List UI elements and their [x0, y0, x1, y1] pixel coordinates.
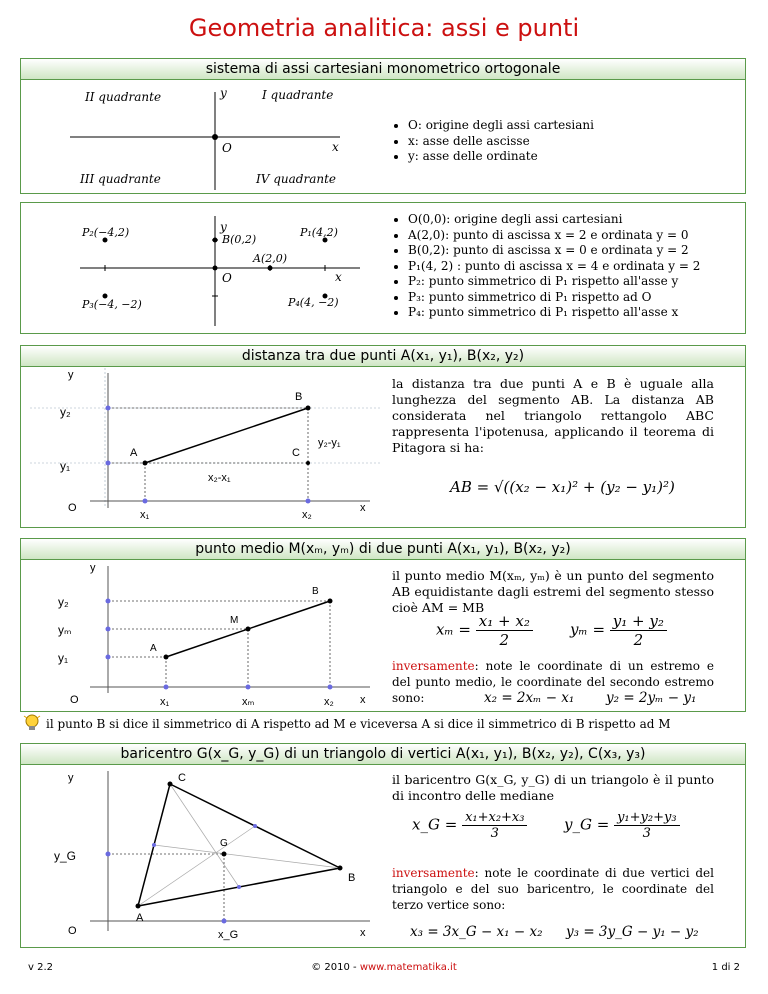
fig-ym: yₘ — [58, 623, 72, 637]
fig-g: G — [220, 838, 228, 849]
section-heading-axes: sistema di assi cartesiani monometrico ortogonale — [20, 58, 746, 80]
label-p2: P₂(−4,2) — [82, 226, 130, 239]
fig-a: A — [150, 643, 157, 654]
bullet-item: • P₂: punto simmetrico di P₁ rispetto all'asse y — [408, 274, 737, 290]
label-p1: P₁(4,2) — [300, 226, 338, 239]
bullet-item: • P₁(4, 2) : punto di ascissa x = 4 e ordinata y = 2 — [408, 259, 737, 275]
fig-m: M — [230, 615, 239, 626]
label-axis-x: x — [332, 140, 339, 154]
label-p4: P₄(4, −2) — [288, 296, 339, 309]
midpoint-text: il punto medio M(xₘ, yₘ) è un punto del segmento AB equidistante dagli estremi del segmento stesso cioè AM = MB — [392, 568, 714, 615]
axes-definitions — [392, 118, 732, 165]
label-x: x — [335, 270, 342, 284]
bullet-item: • P₄: punto simmetrico di P₁ rispetto all'asse x — [408, 305, 737, 321]
label-a: A(2,0) — [253, 252, 288, 265]
label-quadrant-3: III quadrante — [80, 172, 161, 186]
label-quadrant-2: II quadrante — [85, 90, 162, 104]
formula-den: 3 — [490, 826, 499, 841]
centroid-formula-x — [412, 810, 527, 841]
formula-num: y₁ + y₂ — [610, 612, 667, 631]
fig-x1: x₁ — [160, 696, 170, 708]
site-link[interactable]: www.matematika.it — [359, 962, 457, 973]
fig-x: x — [360, 502, 366, 514]
centroid-formula-y — [564, 810, 680, 841]
formula-lhs: yₘ = — [570, 620, 606, 639]
fig-dy: y₂-y₁ — [318, 437, 341, 449]
section-heading-distance: distanza tra due punti A(x₁, y₁), B(x₂, y₂) — [20, 345, 746, 367]
bullet-item: • B(0,2): punto di ascissa x = 0 e ordinata y = 2 — [408, 243, 737, 259]
fig-c: C — [292, 447, 300, 459]
fig-y: y — [90, 562, 96, 574]
formula-num: x₁+x₂+x₃ — [462, 810, 527, 826]
fig-x: x — [360, 927, 366, 939]
fig-b: B — [295, 391, 303, 403]
bullet-item: • x: asse delle ascisse — [408, 134, 732, 150]
distance-text: la distanza tra due punti A e B è uguale alla lunghezza del segmento AB. La distanza AB considerata nel triangolo rettangolo ABC rappresenta l'ipotenusa, applicando il teorema di Pitagora si ha: — [392, 376, 714, 455]
bullet-item: • O: origine degli assi cartesiani — [408, 118, 732, 134]
footer-copyright — [0, 962, 768, 973]
formula-lhs: xₘ = — [436, 620, 471, 639]
fig-b: B — [312, 586, 319, 597]
bullet-item: • y: asse delle ordinate — [408, 149, 732, 165]
points-definitions — [392, 212, 737, 321]
fig-y1: y₁ — [58, 651, 69, 665]
fig-y: y — [68, 772, 74, 784]
footer-version: v 2.2 — [28, 962, 53, 973]
inverse-body: : note le coordinate di due vertici del triangolo e del suo baricentro, le coordinate del terzo vertice sono: — [392, 866, 714, 912]
fig-y2: y₂ — [60, 405, 71, 419]
section-heading-midpoint: punto medio M(xₘ, yₘ) di due punti A(x₁, y₁), B(x₂, y₂) — [20, 538, 746, 560]
formula-den: 2 — [499, 631, 510, 649]
inverse-body: : note le coordinate di un estremo e del punto medio, le coordinate del secondo estremo sono: — [392, 659, 714, 705]
inverse-label: inversamente — [392, 866, 475, 880]
centroid-inverse-x: x₃ = 3x_G − x₁ − x₂ — [410, 924, 543, 940]
midpoint-note: il punto B si dice il simmetrico di A rispetto ad M e viceversa A si dice il simmetrico di B rispetto ad M — [46, 717, 671, 731]
centroid-inverse-text — [392, 865, 714, 913]
midpoint-formula-x — [436, 612, 533, 649]
label-o: O — [222, 271, 232, 285]
fig-o: O — [70, 694, 79, 706]
fig-x2: x₂ — [302, 509, 312, 521]
lightbulb-icon — [22, 713, 42, 733]
label-y: y — [220, 220, 227, 234]
footer-page-number: 1 di 2 — [711, 962, 740, 973]
formula-den: 3 — [642, 826, 651, 841]
fig-dx: x₂-x₁ — [208, 472, 231, 484]
fig-y1: y₁ — [60, 459, 71, 473]
distance-formula: AB = √((x₂ − x₁)² + (y₂ − y₁)²) — [450, 478, 675, 496]
fig-o: O — [68, 502, 77, 514]
midpoint-formula-y — [570, 612, 667, 649]
fig-y: y — [68, 369, 74, 381]
formula-lhs: y_G = — [564, 815, 610, 834]
label-b: B(0,2) — [222, 233, 257, 246]
fig-a: A — [136, 912, 144, 924]
label-p3: P₃(−4, −2) — [82, 298, 142, 311]
formula-lhs: x_G = — [412, 815, 458, 834]
section-heading-centroid: baricentro G(x_G, y_G) di un triangolo di vertici A(x₁, y₁), B(x₂, y₂), C(x₃, y₃) — [20, 743, 746, 765]
formula-num: x₁ + x₂ — [476, 612, 533, 631]
label-quadrant-4: IV quadrante — [256, 172, 337, 186]
fig-x: x — [360, 694, 366, 706]
centroid-figure — [30, 766, 380, 946]
label-quadrant-1: I quadrante — [262, 88, 334, 102]
bullet-item: • P₃: punto simmetrico di P₁ rispetto ad O — [408, 290, 737, 306]
midpoint-inverse-x: x₂ = 2xₘ − x₁ — [484, 690, 575, 706]
bullet-item: • O(0,0): origine degli assi cartesiani — [408, 212, 737, 228]
copyright-text: © 2010 - — [311, 962, 360, 973]
formula-num: y₁+y₂+y₃ — [614, 810, 679, 826]
midpoint-figure — [30, 561, 380, 711]
bullet-item: • A(2,0): punto di ascissa x = 2 e ordinata y = 0 — [408, 228, 737, 244]
fig-x2: x₂ — [324, 696, 334, 708]
fig-c: C — [178, 772, 186, 784]
fig-yg: y_G — [54, 849, 77, 863]
fig-a: A — [130, 447, 138, 459]
midpoint-inverse-y: y₂ = 2yₘ − y₁ — [606, 690, 697, 706]
centroid-inverse-y: y₃ = 3y_G − y₁ − y₂ — [566, 924, 699, 940]
distance-figure — [30, 368, 380, 526]
fig-o: O — [68, 925, 77, 937]
label-origin: O — [222, 141, 232, 155]
page-title: Geometria analitica: assi e punti — [188, 14, 580, 42]
fig-x1: x₁ — [140, 509, 150, 521]
formula-den: 2 — [633, 631, 644, 649]
fig-y2: y₂ — [58, 595, 69, 609]
inverse-label: inversamente — [392, 659, 475, 673]
label-axis-y: y — [220, 86, 227, 100]
fig-b: B — [348, 872, 356, 884]
centroid-text: il baricentro G(x_G, y_G) di un triangolo è il punto di incontro delle mediane — [392, 772, 714, 803]
fig-xg: x_G — [218, 929, 239, 941]
fig-xm: xₘ — [242, 696, 255, 708]
